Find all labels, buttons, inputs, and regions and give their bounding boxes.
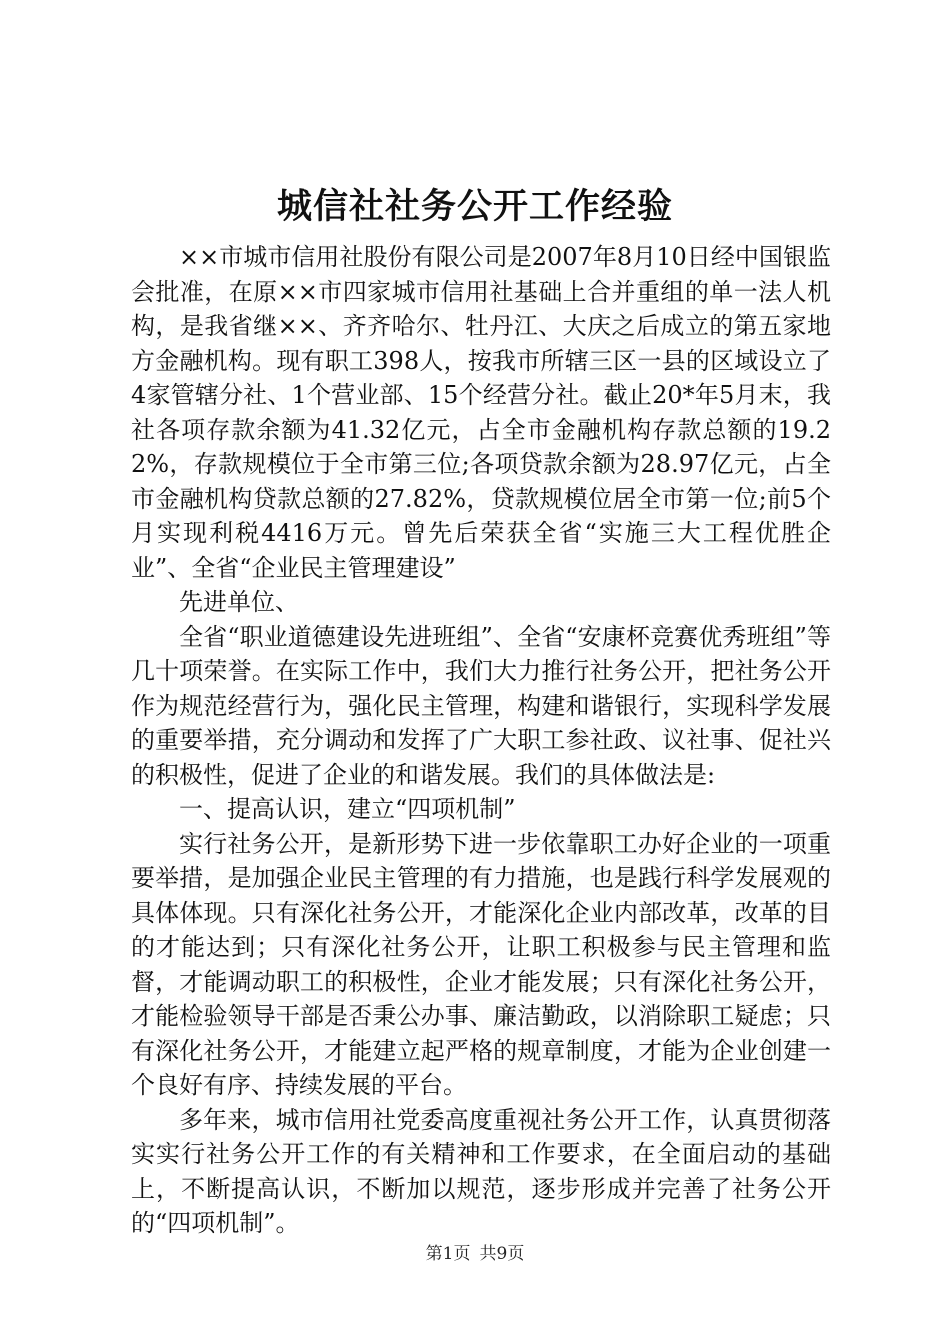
page-footer xyxy=(0,1242,950,1266)
paragraph: 多年来，城市信用社党委高度重视社务公开工作，认真贯彻落实实行社务公开工作的有关精神和工作要求，在全面启动的基础上，不断提高认识，不断加以规范，逐步形成并完善了社务公开的“四项机制”。 xyxy=(131,1105,831,1237)
paragraph: ××市城市信用社股份有限公司是2007年8月10日经中国银监会批准，在原××市四家城市信用社基础上合并重组的单一法人机构，是我省继××、齐齐哈尔、牡丹江、大庆之后成立的第五家地方金融机构。现有职工398人，按我市所辖三区一县的区域设立了4家管辖分社、1个营业部、15个经营分社。截止20*年5月末，我社各项存款余额为41.32亿元，占全市金融机构存款总额的19.22%，存款规模位于全市第三位;各项贷款余额为28.97亿元，占全市金融机构贷款总额的27.82%，贷款规模位居全市第一位;前5个月实现利税4416万元。曾先后荣获全省“实施三大工程优胜企业”、全省“企业民主管理建设” xyxy=(131,243,831,582)
document-title: 城信社社务公开工作经验 xyxy=(276,186,673,227)
page-total: 共9页 xyxy=(479,1244,525,1264)
page-number: 第1页 xyxy=(425,1244,471,1264)
document-body xyxy=(131,240,831,1241)
paragraph: 先进单位、 xyxy=(179,588,299,616)
section-heading: 一、提高认识，建立“四项机制” xyxy=(179,795,516,823)
paragraph: 实行社务公开，是新形势下进一步依靠职工办好企业的一项重要举措，是加强企业民主管理的有力措施，也是践行科学发展观的具体体现。只有深化社务公开，才能深化企业内部改革，改革的目的才能达到；只有深化社务公开，让职工积极参与民主管理和监督，才能调动职工的积极性，企业才能发展；只有深化社务公开，才能检验领导干部是否秉公办事、廉洁勤政，以消除职工疑虑；只有深化社务公开，才能建立起严格的规章制度，才能为企业创建一个良好有序、持续发展的平台。 xyxy=(131,829,831,1099)
paragraph: 全省“职业道德建设先进班组”、全省“安康杯竞赛优秀班组”等几十项荣誉。在实际工作中，我们大力推行社务公开，把社务公开作为规范经营行为，强化民主管理，构建和谐银行，实现科学发展的重要举措，充分调动和发挥了广大职工参社政、议社事、促社兴的积极性，促进了企业的和谐发展。我们的具体做法是: xyxy=(131,622,831,789)
